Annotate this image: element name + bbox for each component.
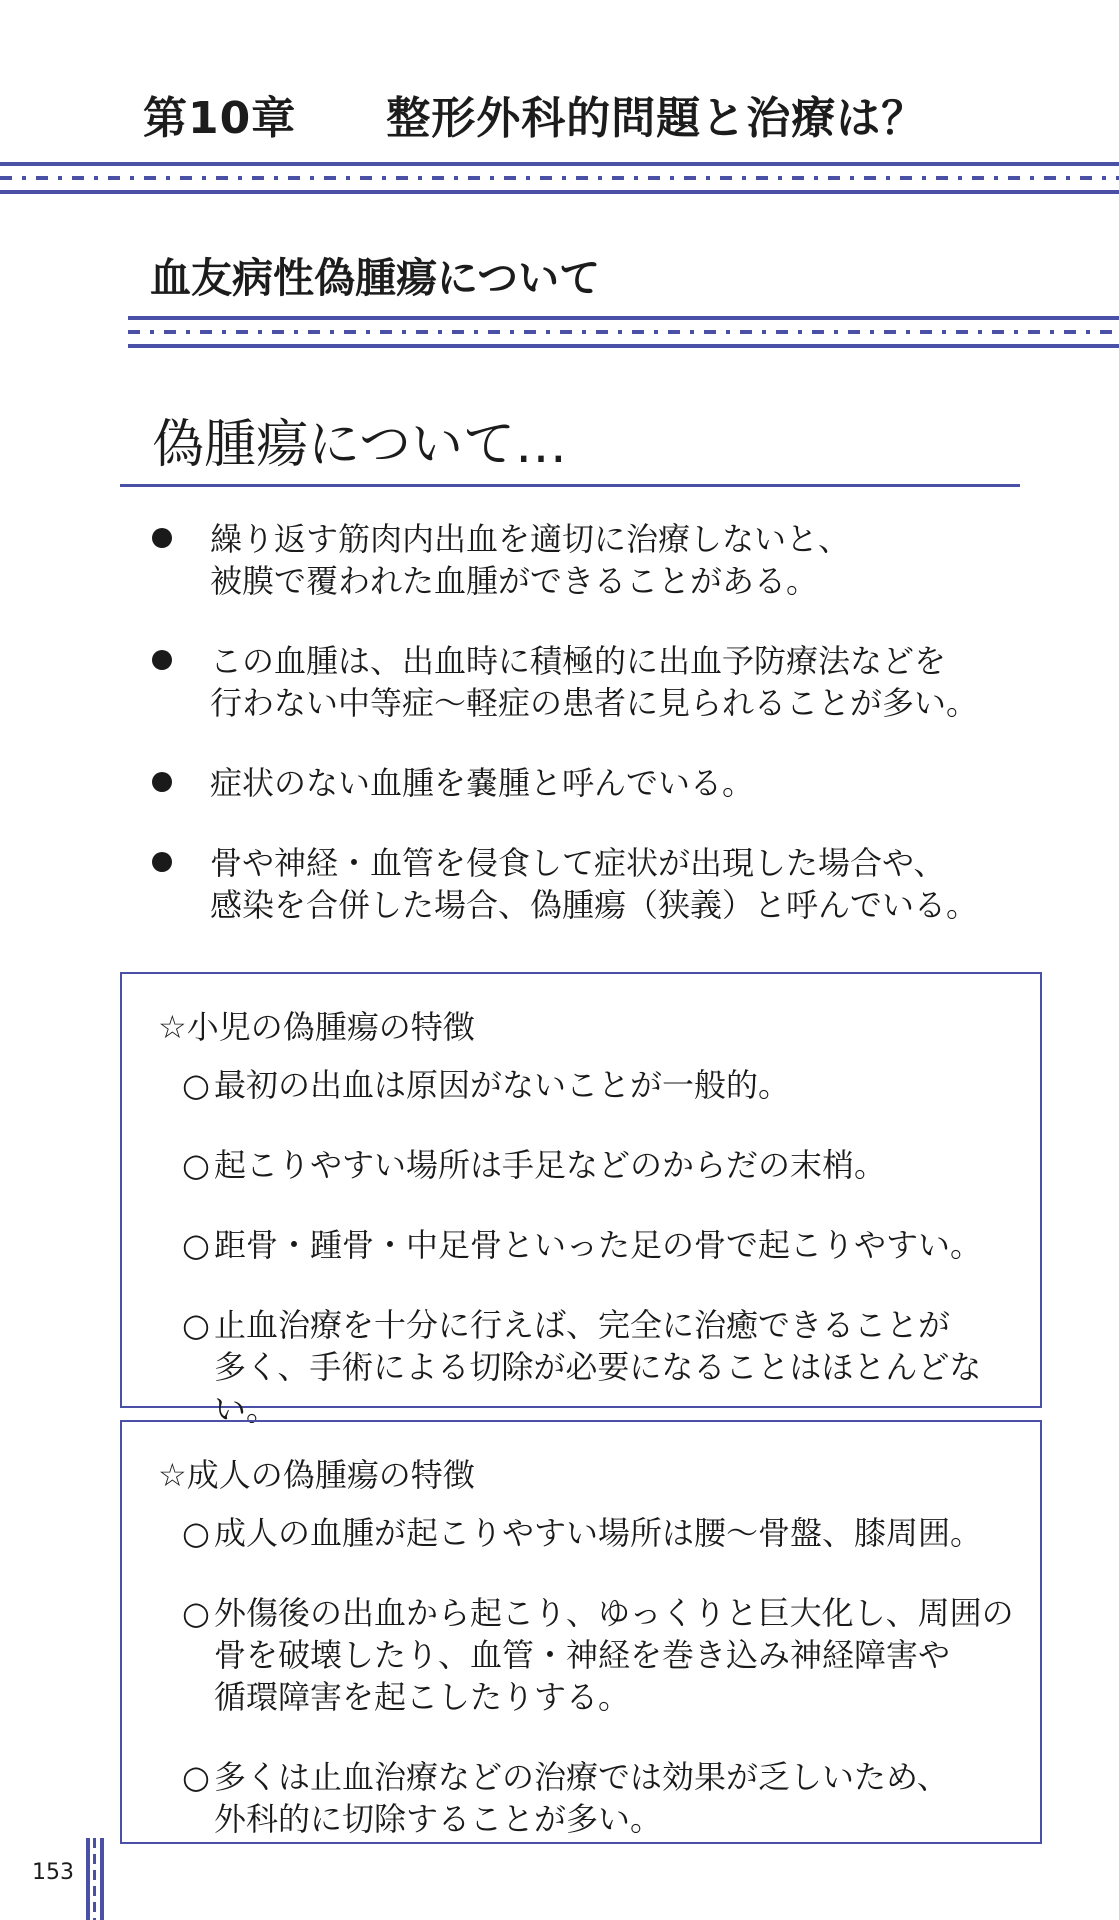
adult-box-item-text: 多くは止血治療などの治療では効果が乏しいため、 外科的に切除することが多い。 [214, 1758, 949, 1838]
circle-marker-icon: ○ [182, 1146, 210, 1184]
child-box-title: ☆小児の偽腫瘍の特徴 [158, 1008, 475, 1046]
adult-box-item [182, 1592, 1040, 1718]
child-box-item [182, 1224, 1040, 1266]
adult-box-title: ☆成人の偽腫瘍の特徴 [158, 1456, 475, 1494]
circle-marker-icon: ○ [182, 1758, 210, 1796]
section-rule [128, 316, 1119, 348]
child-box-item-text: 距骨・踵骨・中足骨といった足の骨で起こりやすい。 [214, 1226, 983, 1264]
page-edge-rule [86, 1838, 104, 1920]
child-features-box [120, 972, 1042, 1428]
section-title: 血友病性偽腫瘍について [150, 254, 601, 302]
bullet-item [152, 842, 1032, 926]
subsection-rule [120, 484, 1020, 487]
bullet-dot-icon [152, 772, 172, 792]
chapter-heading [143, 82, 926, 146]
child-box-item-text: 止血治療を十分に行えば、完全に治癒できることが 多く、手術による切除が必要になることはほとんどない。 [214, 1306, 982, 1428]
bullet-item [152, 762, 1032, 804]
circle-marker-icon: ○ [182, 1306, 210, 1344]
bullet-dot-icon [152, 650, 172, 670]
chapter-title: 整形外科的問題と治療は？ [386, 93, 927, 144]
chapter-number: 第10章 [143, 93, 297, 144]
bullet-text: 繰り返す筋肉内出血を適切に治療しないと、 被膜で覆われた血腫ができることがある。 [210, 520, 851, 600]
bullet-list [152, 518, 1032, 964]
child-box-item-text: 起こりやすい場所は手足などのからだの末梢。 [214, 1146, 887, 1184]
child-box-item [182, 1064, 1040, 1106]
child-box-item [182, 1144, 1040, 1186]
page-number: 153 [32, 1860, 74, 1885]
bullet-dot-icon [152, 852, 172, 872]
adult-box-item [182, 1756, 1040, 1840]
bullet-item [152, 640, 1032, 724]
bullet-text: 症状のない血腫を嚢腫と呼んでいる。 [210, 764, 755, 802]
chapter-rule [0, 162, 1119, 194]
bullet-text: この血腫は、出血時に積極的に出血予防療法などを 行わない中等症～軽症の患者に見られることが多い。 [210, 642, 979, 722]
circle-marker-icon: ○ [182, 1066, 210, 1104]
adult-box-item [182, 1512, 1040, 1554]
bullet-dot-icon [152, 528, 172, 548]
child-box-item [182, 1304, 1040, 1430]
child-box-item-text: 最初の出血は原因がないことが一般的。 [214, 1066, 791, 1104]
adult-features-box [120, 1420, 1042, 1844]
circle-marker-icon: ○ [182, 1594, 210, 1632]
adult-box-item-text: 外傷後の出血から起こり、ゆっくりと巨大化し、周囲の 骨を破壊したり、血管・神経を巻き込み神経障害や 循環障害を起こしたりする。 [214, 1594, 1014, 1716]
bullet-item [152, 518, 1032, 602]
bullet-text: 骨や神経・血管を侵食して症状が出現した場合や、 感染を合併した場合、偽腫瘍（狭義）と呼んでいる。 [210, 844, 979, 924]
circle-marker-icon: ○ [182, 1514, 210, 1552]
subsection-title: 偽腫瘍について… [152, 415, 567, 475]
circle-marker-icon: ○ [182, 1226, 210, 1264]
adult-box-item-text: 成人の血腫が起こりやすい場所は腰～骨盤、膝周囲。 [214, 1514, 983, 1552]
